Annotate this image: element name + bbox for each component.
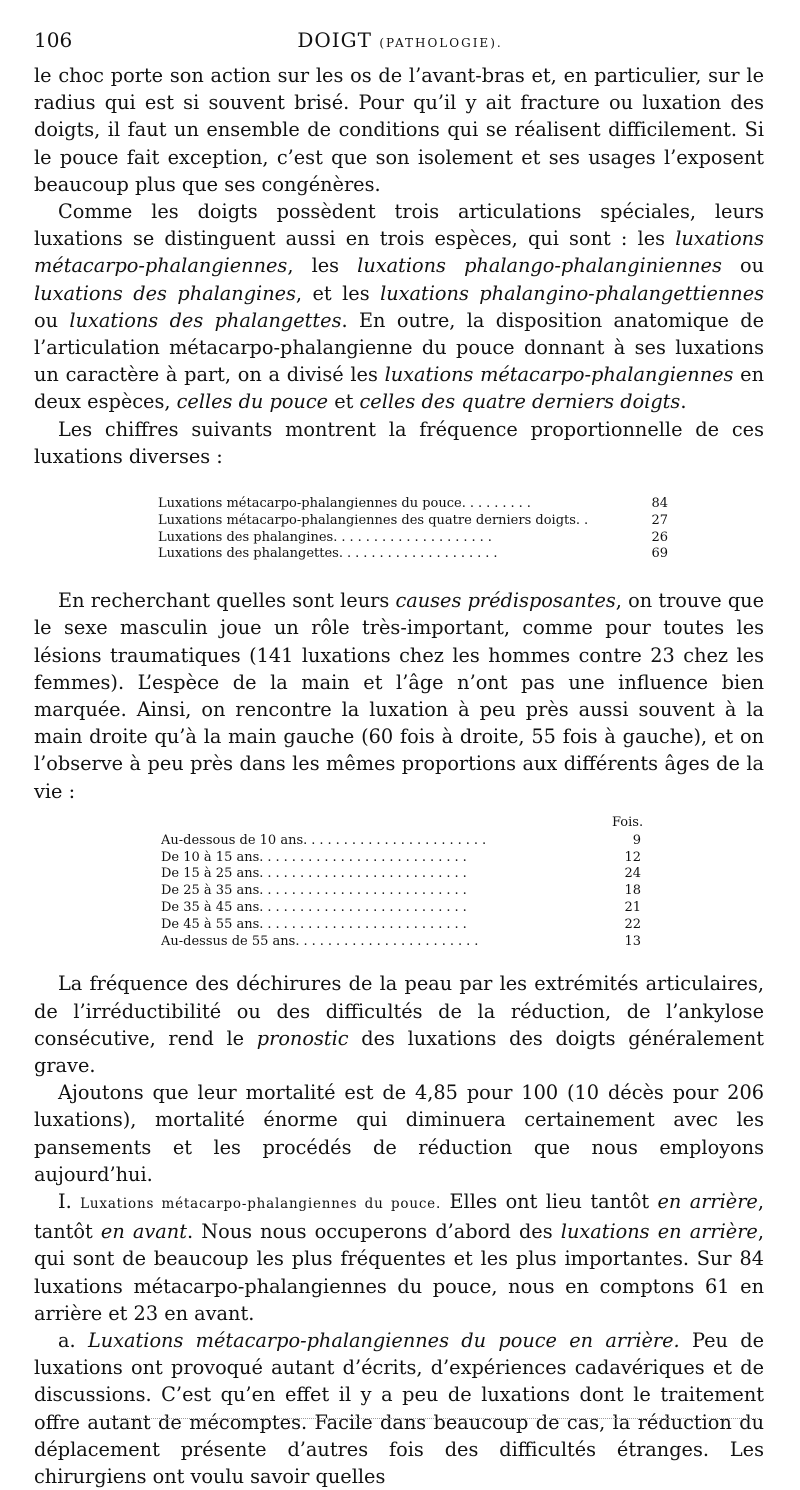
table-row: Au-dessus de 55 ans....................... 13: [161, 933, 641, 949]
table-row: De 35 à 45 ans.......................... 21: [161, 900, 641, 916]
table-row: De 15 à 25 ans.......................... 24: [161, 866, 641, 882]
subsection-heading: Luxations métacarpo-phalangiennes du pouce en arrière.: [87, 1329, 680, 1353]
table-row: De 25 à 35 ans.......................... 18: [161, 883, 641, 899]
footer-rule: [110, 1418, 760, 1419]
paragraph-2: Comme les doigts possèdent trois articulations spéciales, leurs luxations se distinguent aussi en trois espèces, qui sont : les luxations métacarpo-phalangiennes, les luxations phalango-phalanginiennes ou luxations des phalangines, et les luxations phalangino-phalangettiennes ou luxations des phalangettes. En outre, la disposition anatomique de l’articulation métacarpo-phalangienne du pouce donnant à ses luxations un caractère à part, on a divisé les luxations métacarpo-phalangiennes en deux espèces, celles du pouce et celles des quatre derniers doigts.: [34, 200, 765, 414]
table-row: Luxations métacarpo-phalangiennes du pouce......... 84: [158, 496, 668, 512]
body-text: [34, 62, 764, 1490]
running-header: [34, 28, 766, 58]
table-row: Luxations des phalangines.................... 26: [158, 529, 668, 545]
paragraph-8: a. Luxations métacarpo-phalangiennes du pouce en arrière. Peu de luxations ont provoqué autant d’écrits, d’expériences cadavériques et de discussions. C’est qu’en effet il y a peu de luxations dont le traitement offre autant de mécomptes. Facile dans beaucoup de cas, la réduction du déplacement présente d’autres fois des difficultés étranges. Les chirurgiens ont voulu savoir quelles: [34, 1329, 764, 1489]
section-heading: Luxations métacarpo-phalangiennes du pouce.: [80, 1196, 442, 1213]
paragraph-4: En recherchant quelles sont leurs causes prédisposantes, on trouve que le sexe masculin joue un rôle très-important, comme pour toutes les lésions traumatiques (141 luxations chez les hommes contre 23 chez les femmes). L’espèce de la main et l’âge n’ont pas une influence bien marquée. Ainsi, on rencontre la luxation à peu près aussi souvent à la main droite qu’à la main gauche (60 fois à droite, 55 fois à gauche), et on l’observe à peu près dans les mêmes proportions aux différents âges de la vie :: [34, 589, 764, 803]
paragraph-7: I. Luxations métacarpo-phalangiennes du pouce. Elles ont lieu tantôt en arrière, tantôt en avant. Nous nous occuperons d’abord des luxations en arrière, qui sont de beaucoup les plus fréquentes et les plus importantes. Sur 84 luxations métacarpo-phalangiennes du pouce, nous en comptons 61 en arrière et 23 en avant.: [34, 1190, 764, 1325]
luxation-type-table: [158, 496, 668, 563]
paragraph-5: La fréquence des déchirures de la peau par les extrémités articulaires, de l’irréductibilité ou des difficultés de la réduction, de l’ankylose consécutive, rend le pronostic des luxations des doigts généralement grave.: [34, 972, 764, 1078]
age-frequency-table: [161, 833, 641, 951]
paragraph-3: Les chiffres suivants montrent la fréquence proportionnelle de ces luxations diverses :: [34, 417, 764, 468]
running-title: [34, 28, 766, 52]
table-row: De 45 à 55 ans.......................... 22: [161, 916, 641, 932]
table-row: Luxations métacarpo-phalangiennes des quatre derniers doigts.. 27: [158, 512, 668, 528]
subsection-letter: a.: [58, 1329, 76, 1353]
table-row: Au-dessous de 10 ans....................... 9: [161, 832, 641, 848]
section-numeral: I.: [58, 1190, 72, 1214]
table-row: Luxations des phalangettes.................... 69: [158, 546, 668, 562]
table-row: De 10 à 15 ans.......................... 12: [161, 849, 641, 865]
paragraph-6: Ajoutons que leur mortalité est de 4,85 pour 100 (10 décès pour 206 luxations), mortalité énorme qui diminuera certainement avec les pansements et les procédés de réduction que nous employons aujourd’hui.: [34, 1081, 764, 1186]
running-title-main: DOIGT: [297, 28, 372, 52]
running-title-subtitle: (PATHOLOGIE).: [379, 36, 503, 50]
table-column-header: Fois.: [612, 814, 644, 830]
paragraph-1: le choc porte son action sur les os de l’avant-bras et, en particulier, sur le radius qui est si souvent brisé. Pour qu’il y ait fracture ou luxation des doigts, il faut un ensemble de conditions qui se réalisent difficilement. Si le pouce fait exception, c’est que son isolement et ses usages l’exposent beaucoup plus que ses congénères.: [34, 64, 764, 196]
page-number: 106: [34, 28, 73, 52]
